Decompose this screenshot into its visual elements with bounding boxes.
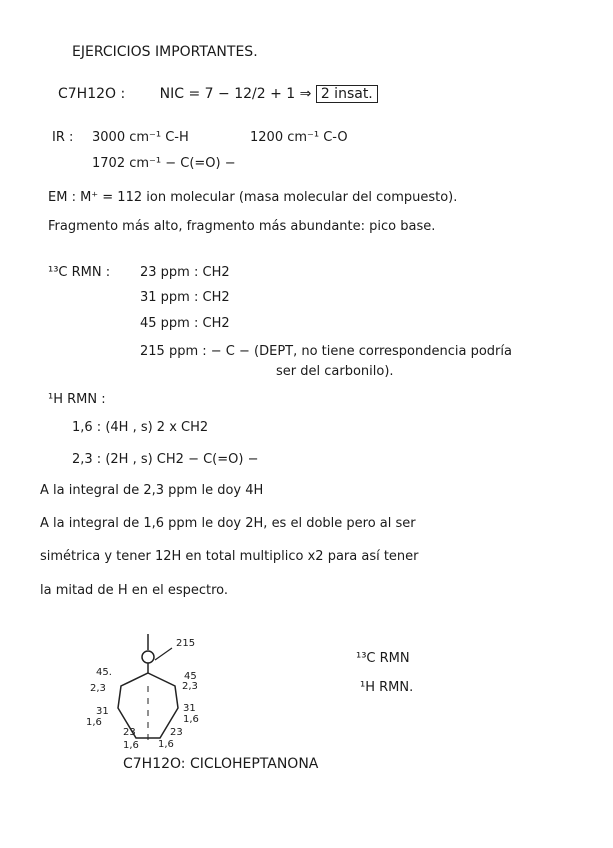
diagram-caption: C7H12O: CICLOHEPTANONA: [123, 756, 319, 772]
ring-label: 45.: [96, 667, 112, 678]
ring-label: 2,3: [182, 681, 198, 692]
ring-label: 1,6: [86, 717, 102, 728]
ring-label: 23: [170, 727, 183, 738]
c13-row: 45 ppm : CH2: [140, 316, 230, 331]
ring-label: 2,3: [90, 683, 106, 694]
unsaturation-box: 2 insat.: [316, 85, 378, 103]
paragraph-line: A la integral de 1,6 ppm le doy 2H, es el doble pero al ser: [40, 516, 416, 531]
ir-line1-a: 3000 cm⁻¹ C-H: [92, 130, 189, 145]
arrow-line: [155, 648, 172, 660]
c13-row: 31 ppm : CH2: [140, 290, 230, 305]
page-title: EJERCICIOS IMPORTANTES.: [72, 44, 258, 60]
c13-row: 215 ppm : − C − (DEPT, no tiene correspondencia podría: [140, 344, 512, 359]
paragraph-line: A la integral de 2,3 ppm le doy 4H: [40, 483, 264, 498]
c13-row: 23 ppm : CH2: [140, 265, 230, 280]
ring-label: 1,6: [158, 739, 174, 750]
legend-c13: ¹³C RMN: [356, 651, 410, 666]
ir-line2: 1702 cm⁻¹ − C(=O) −: [92, 156, 236, 171]
carbonyl-label: 215: [176, 638, 196, 649]
h1-row: 2,3 : (2H , s) CH2 − C(=O) −: [72, 452, 259, 467]
formula: C7H12O :: [58, 86, 126, 102]
h1-label: ¹H RMN :: [48, 392, 106, 407]
ring-label: 23: [123, 727, 136, 738]
em-line1: EM : M⁺ = 112 ion molecular (masa molecular del compuesto).: [48, 190, 458, 205]
ring-label: 45: [184, 671, 197, 682]
ir-label: IR :: [52, 130, 74, 145]
nic-equation: NIC = 7 − 12/2 + 1 ⇒: [159, 86, 312, 102]
c13-label: ¹³C RMN :: [48, 265, 111, 280]
legend-h1: ¹H RMN.: [360, 680, 414, 695]
ring-label: 31: [183, 703, 196, 714]
em-line2: Fragmento más alto, fragmento más abundante: pico base.: [48, 219, 436, 234]
paragraph-line: la mitad de H en el espectro.: [40, 583, 229, 598]
h1-row: 1,6 : (4H , s) 2 x CH2: [72, 420, 209, 435]
paragraph-line: simétrica y tener 12H en total multiplico x2 para así tener: [40, 549, 419, 564]
ring-label: 31: [96, 706, 109, 717]
ring-label: 1,6: [183, 714, 199, 725]
carbonyl-oxygen: [142, 651, 154, 663]
ir-line1-b: 1200 cm⁻¹ C-O: [250, 130, 348, 145]
ring-label: 1,6: [123, 740, 139, 751]
c13-row-cont: ser del carbonilo).: [276, 364, 394, 379]
